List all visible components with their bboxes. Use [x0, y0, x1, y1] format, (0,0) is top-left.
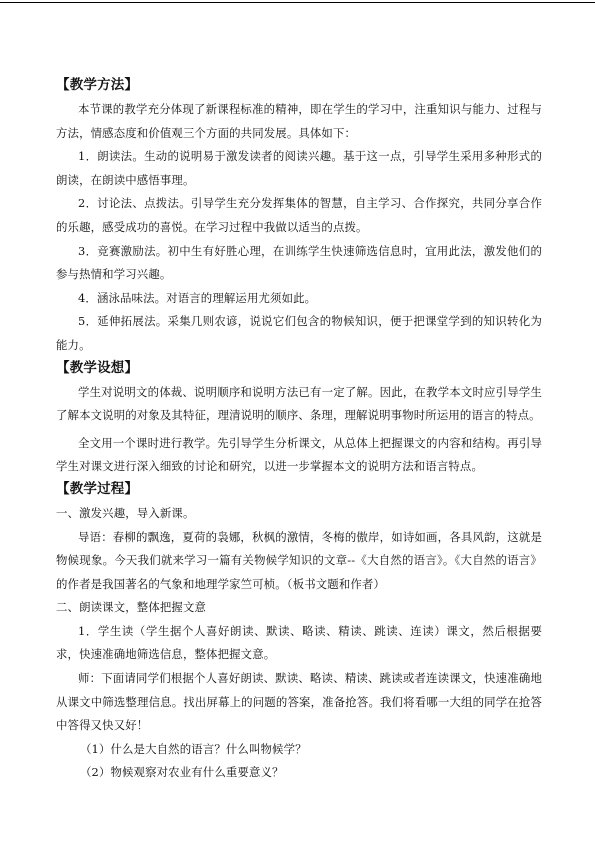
section-heading: 【教学过程】 [56, 480, 139, 497]
step-heading: 一、激发兴趣，导入新课。 [56, 505, 195, 520]
question-item: （2）物候观察对农业有什么重要意义？ [80, 765, 284, 780]
list-item: 3．竞赛激励法。初中生有好胜心理，在训练学生快速筛选信息时，宜用此法，激发他们的参与热情和学习兴趣。 [56, 243, 542, 282]
section-teaching-design [56, 358, 542, 479]
paragraph: 师：下面请同学们根据个人喜好朗读、默读、略读、精读、跳读或者连读课文，快速准确地从课文中筛选整理信息。找出屏幕上的问题的答案，准备抢答。我们将看哪一大组的同学在抢答中答得又快又好！ [56, 671, 542, 733]
step-heading: 二、朗读课文，整体把握文意 [56, 600, 207, 615]
list-item: 5．延伸拓展法。采集几则农谚，说说它们包含的物候知识，便于把课堂学到的知识转化为能力。 [56, 314, 542, 352]
paragraph: 本节课的教学充分体现了新课程标准的精神，即在学生的学习中，注重知识与能力、过程与方法，情感态度和价值观三个方面的共同发展。具体如下： [56, 102, 542, 140]
list-item: 4．涵泳品味法。对语言的理解运用尤须如此。 [78, 290, 317, 305]
list-item: 1．学生读（学生据个人喜好朗读、默读、略读、精读、跳读、连读）课文，然后根据要求，快速准确地筛选信息，整体把握文意。 [56, 623, 542, 662]
document-body [56, 75, 542, 785]
list-item: 2．讨论法、点拨法。引导学生充分发挥集体的智慧，自主学习、合作探究，共同分享合作的乐趣，感受成功的喜悦。在学习过程中我做以适当的点拨。 [56, 196, 542, 234]
list-item: 1．朗读法。生动的说明易于激发读者的阅读兴趣。基于这一点，引导学生采用多种形式的朗读，在朗读中感悟事理。 [56, 149, 542, 187]
section-heading: 【教学设想】 [56, 359, 139, 376]
paragraph: 导语：春柳的飘逸，夏荷的袅娜，秋枫的激情，冬梅的傲岸，如诗如画，各具风韵，这就是物候现象。今天我们就来学习一篇有关物候学知识的文章--《大自然的语言》。《大自然的语言》的作者是我国著名的气象和地理学家竺可桢。（板书文题和作者） [56, 529, 542, 591]
section-heading: 【教学方法】 [56, 77, 139, 93]
paragraph: 学生对说明文的体裁、说明顺序和说明方法已有一定了解。因此，在教学本文时应引导学生了解本文说明的对象及其特征，理清说明的顺序、条理，理解说明事物时所运用的语言的特点。 [56, 384, 542, 423]
paragraph: 全文用一个课时进行教学。先引导学生分析课文，从总体上把握课文的内容和结构。再引导学生对课文进行深入细致的讨论和研究，以进一步掌握本文的说明方法和语言特点。 [56, 435, 542, 474]
section-teaching-methods [56, 75, 542, 358]
question-item: （1）什么是大自然的语言？什么叫物候学？ [80, 741, 307, 756]
page-top-rule [0, 2, 595, 3]
section-teaching-process [56, 479, 542, 785]
